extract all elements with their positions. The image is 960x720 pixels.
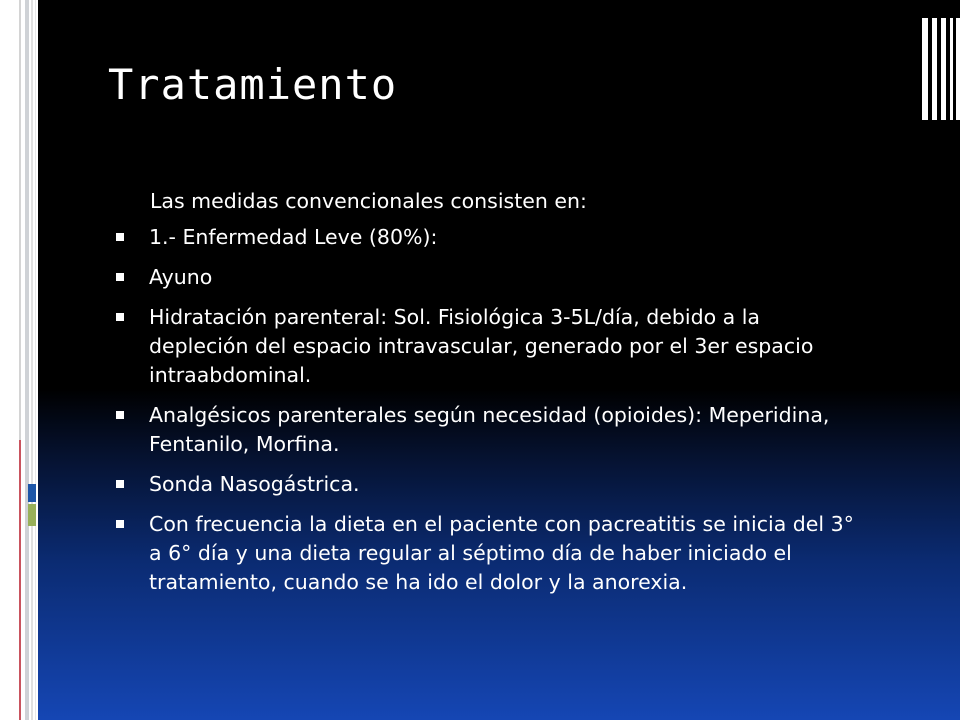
- strip-line: [31, 0, 33, 720]
- square-bullet-icon: [116, 480, 124, 488]
- blue-accent-block: [28, 484, 36, 502]
- square-bullet-icon: [116, 520, 124, 528]
- bullet-text: Hidratación parenteral: Sol. Fisiológica 3-5L/día, debido a la depleción del espacio intravascular, generado por el 3er espacio intraabdominal.: [149, 305, 814, 387]
- square-bullet-icon: [116, 411, 124, 419]
- bullet-item: [115, 510, 855, 597]
- bullet-item: [115, 401, 855, 459]
- strip-line: [35, 0, 36, 720]
- decorative-bar: [956, 18, 960, 120]
- slide-content: [115, 187, 855, 608]
- decorative-bar: [922, 18, 928, 120]
- square-bullet-icon: [116, 233, 124, 241]
- bullet-text: Ayuno: [149, 265, 213, 289]
- bullet-text: Analgésicos parenterales según necesidad (opioides): Meperidina, Fentanilo, Morfina.: [149, 403, 830, 456]
- strip-line: [25, 0, 29, 720]
- bullet-item: [115, 303, 855, 390]
- bullet-item: [115, 470, 855, 499]
- square-bullet-icon: [116, 273, 124, 281]
- decorative-bar: [941, 18, 946, 120]
- bullet-text: Con frecuencia la dieta en el paciente con pacreatitis se inicia del 3° a 6° día y una dieta regular al séptimo día de haber iniciado el tratamiento, cuando se ha ido el dolor y la anorexia.: [149, 512, 854, 594]
- decorative-bar: [932, 18, 937, 120]
- red-accent-line: [19, 440, 21, 720]
- square-bullet-icon: [116, 313, 124, 321]
- intro-text: Las medidas convencionales consisten en:: [150, 189, 587, 213]
- bullet-text: Sonda Nasogástrica.: [149, 472, 360, 496]
- slide-title: Tratamiento: [108, 60, 398, 109]
- bullet-text: 1.- Enfermedad Leve (80%):: [149, 225, 438, 249]
- decorative-bars: [922, 18, 960, 120]
- decorative-bar: [950, 18, 953, 120]
- bullet-item: [115, 223, 855, 252]
- bullet-list: [115, 223, 855, 597]
- bullet-item: [115, 263, 855, 292]
- green-accent-block: [28, 504, 36, 526]
